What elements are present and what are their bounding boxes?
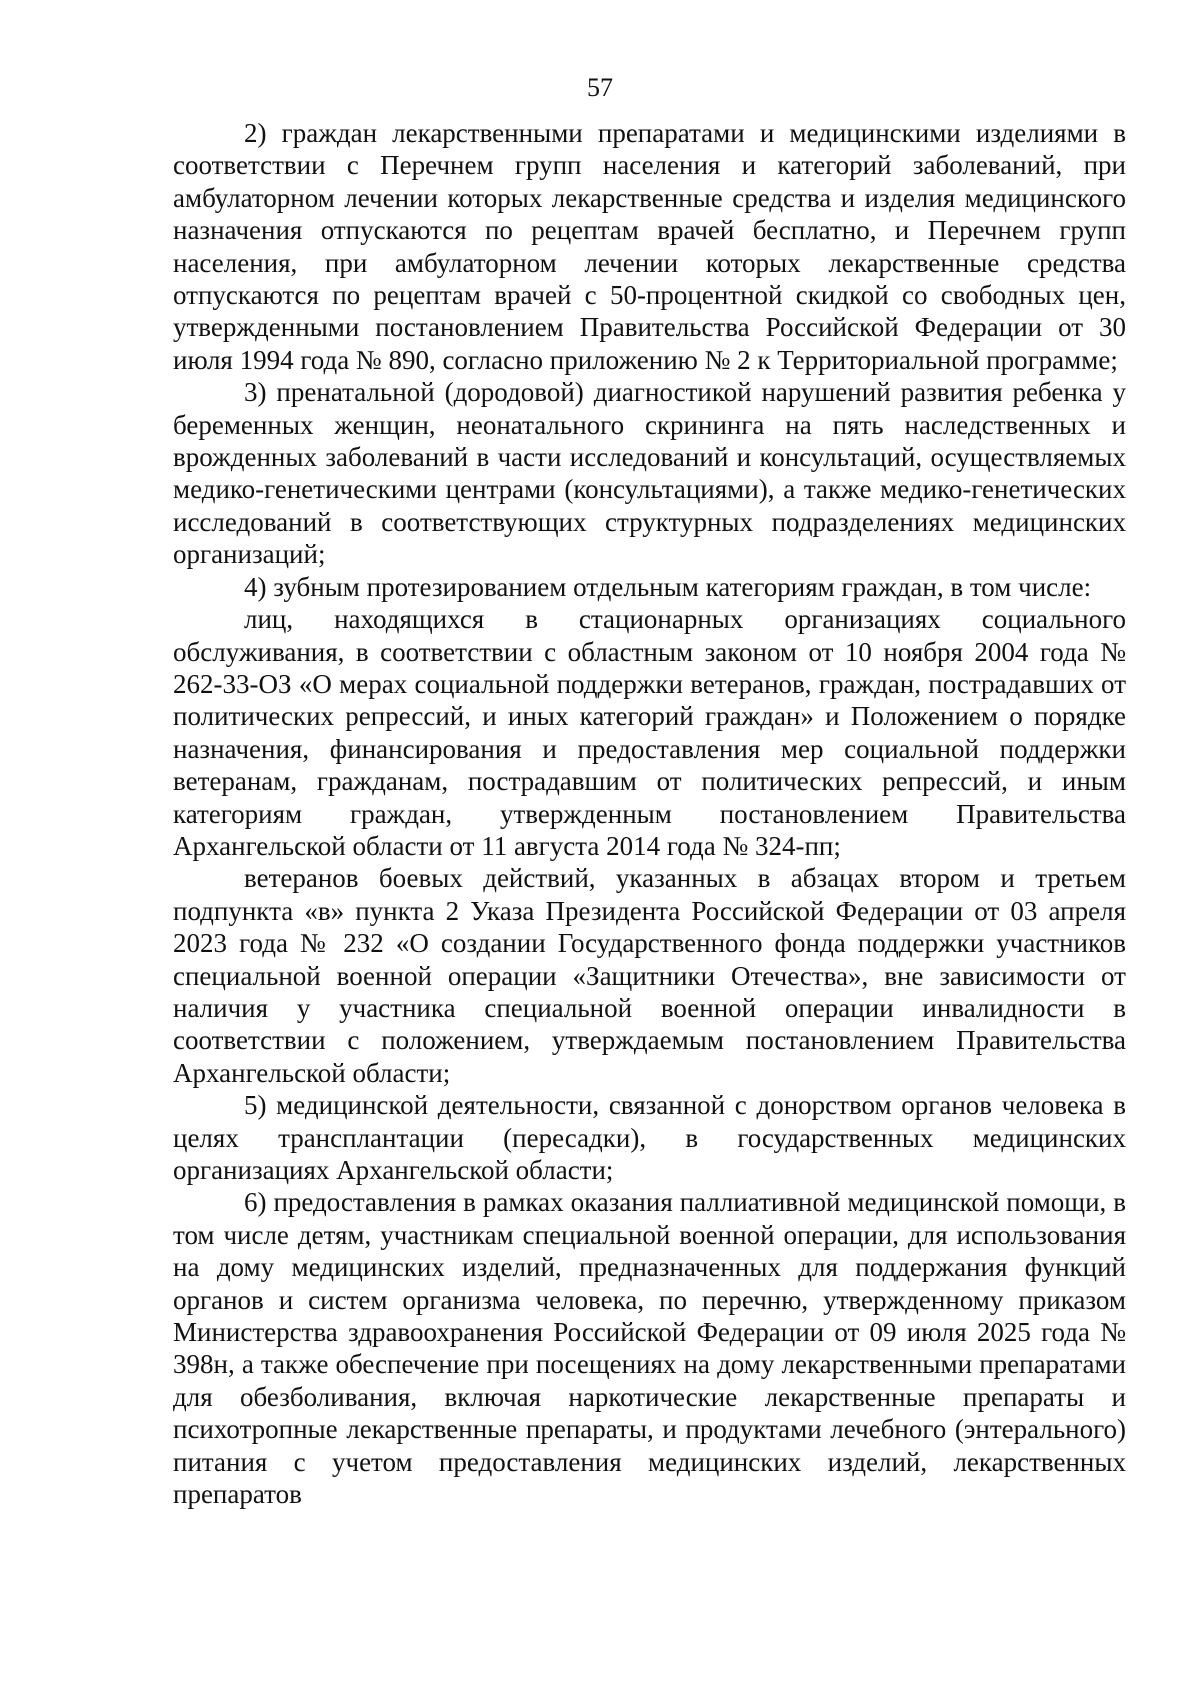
paragraph-persons-in-social-institutions: лиц, находящихся в стационарных организациях социального обслуживания, в соответствии с областным законом от 10 ноября 2004 года № 262-33-ОЗ «О мерах социальной поддержки ветеранов, граждан, пострадавших от политических репрессий, и иных категорий граждан» и Положением о порядке назначения, финансирования и предоставления мер социальной поддержки ветеранам, гражданам, пострадавшим от политических репрессий, и иным категориям граждан, утвержденным постановлением Правительства Архангельской области от 11 августа 2014 года № 324-пп; (173, 604, 1126, 861)
paragraph-item-5: 5) медицинской деятельности, связанной с донорством органов человека в целях трансплантации (пересадки), в государственных медицинских организациях Архангельской области; (173, 1090, 1126, 1185)
document-body (173, 117, 1126, 1510)
paragraph-combat-veterans: ветеранов боевых действий, указанных в абзацах втором и третьем подпункта «в» пункта 2 Указа Президента Российской Федерации от 03 апреля 2023 года № 232 «О создании Государственного фонда поддержки участников специальной военной операции «Защитники Отечества», вне зависимости от наличия у участника специальной военной операции инвалидности в соответствии с положением, утверждаемым постановлением Правительства Архангельской области; (173, 863, 1126, 1088)
paragraph-item-4: 4) зубным протезированием отдельным категориям граждан, в том числе: (244, 571, 1092, 602)
paragraph-item-2: 2) граждан лекарственными препаратами и медицинскими изделиями в соответствии с Перечнем групп населения и категорий заболеваний, при амбулаторном лечении которых лекарственные средства и изделия медицинского назначения отпускаются по рецептам врачей бесплатно, и Перечнем групп населения, при амбулаторном лечении которых лекарственные средства отпускаются по рецептам врачей с 50-процентной скидкой со свободных цен, утвержденными постановлением Правительства Российской Федерации от 30 июля 1994 года № 890, согласно приложению № 2 к Территориальной программе; (173, 118, 1126, 375)
paragraph-item-6: 6) предоставления в рамках оказания паллиативной медицинской помощи, в том числе детям, участникам специальной военной операции, для использования на дому медицинских изделий, предназначенных для поддержания функций органов и систем организма человека, по перечню, утвержденному приказом Министерства здравоохранения Российской Федерации от 09 июля 2025 года № 398н, а также обеспечение при посещениях на дому лекарственными препаратами для обезболивания, включая наркотические лекарственные препараты и психотропные лекарственные препараты, и продуктами лечебного (энтерального) питания с учетом предоставления медицинских изделий, лекарственных препаратов (173, 1187, 1126, 1510)
paragraph-item-3: 3) пренатальной (дородовой) диагностикой нарушений развития ребенка у беременных женщин, неонатального скрининга на пять наследственных и врожденных заболеваний в части исследований и консультаций, осуществляемых медико-генетическими центрами (консультациями), а также медико-генетических исследований в соответствующих структурных подразделениях медицинских организаций; (173, 377, 1126, 570)
page-number: 57 (587, 73, 613, 102)
